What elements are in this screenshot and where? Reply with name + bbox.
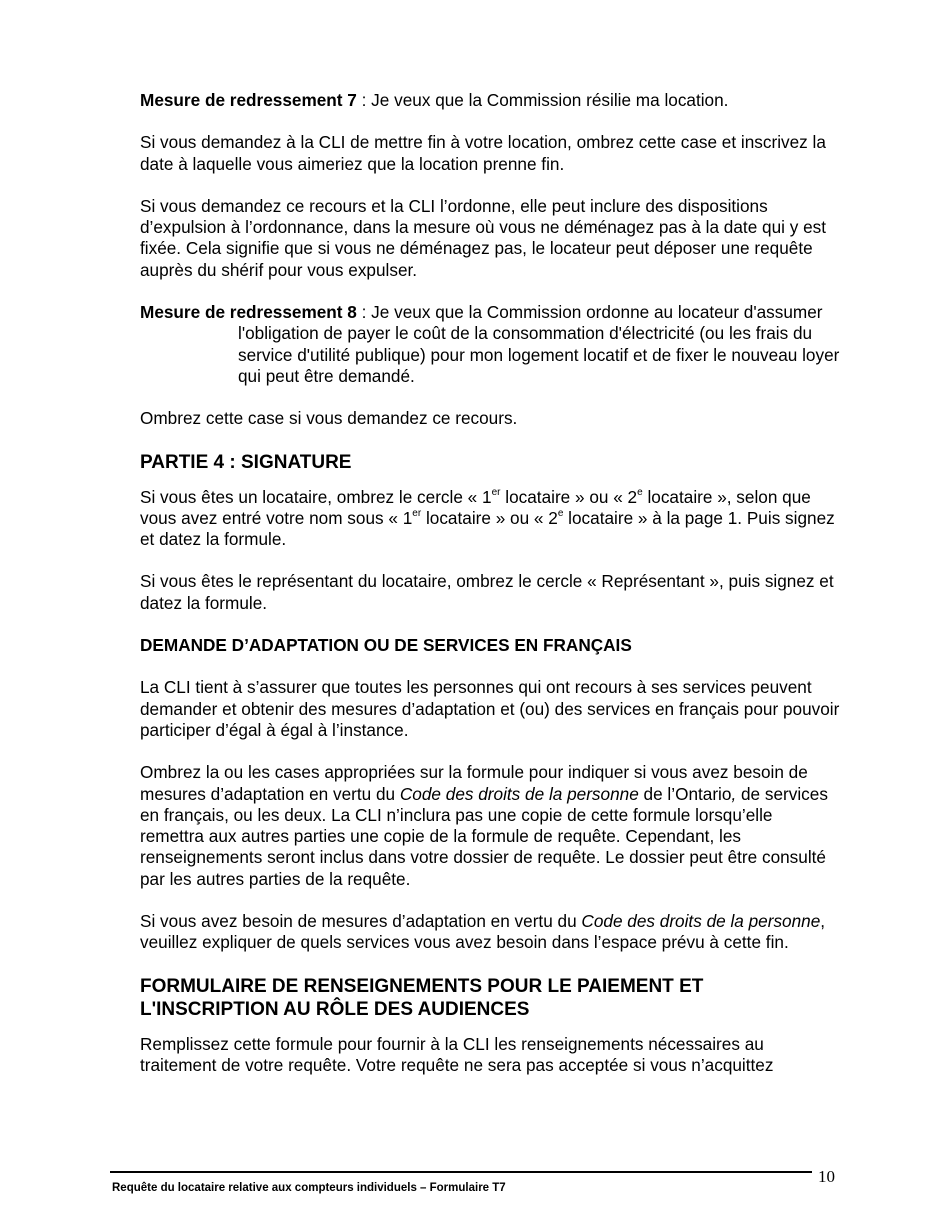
- paragraph-signature-representant: Si vous êtes le représentant du locataire, ombrez le cercle « Représentant », puis signez et datez la formule.: [140, 571, 834, 613]
- code-droits-personne: Code des droits de la personne: [399, 783, 639, 804]
- code-droits-personne: Code des droits de la personne: [581, 911, 821, 932]
- footer-title: Requête du locataire relative aux compteurs individuels – Formulaire T7: [112, 1182, 506, 1194]
- mesure-7-text: : Je veux que la Commission résilie ma location.: [356, 90, 729, 110]
- page-content: [140, 90, 840, 1076]
- paragraph-adaptation-intro: La CLI tient à s’assurer que toutes les personnes qui ont recours à ses services peuvent demander et obtenir des mesures d’adaptation et (ou) des services en français pour pouvoir participer d’égal à égal à l’instance.: [140, 677, 840, 740]
- heading-adaptation: DEMANDE D’ADAPTATION OU DE SERVICES EN FRANÇAIS: [140, 635, 632, 656]
- paragraph-adaptation-cases: Ombrez la ou les cases appropriées sur la formule pour indiquer si vous avez besoin de mesures d’adaptation en vertu du Code des droits de la personne de l’Ontario, de services en français, ou les deux. La CLI n’inclura pas une copie de cette formule lorsqu’elle remettra aux autres parties une copie de la formule de requête. Cependant, les renseignements seront inclus dans votre dossier de requête. Le dossier peut être consulté par les autres parties de la requête.: [140, 762, 828, 889]
- footer-rule: [110, 1171, 812, 1173]
- mesure-8-label: Mesure de redressement 8: [140, 302, 357, 323]
- paragraph-formulaire: Remplissez cette formule pour fournir à la CLI les renseignements nécessaires au traitement de votre requête. Votre requête ne sera pas acceptée si vous n’acquittez: [140, 1033, 774, 1075]
- paragraph-adaptation-espace: Si vous avez besoin de mesures d’adaptation en vertu du Code des droits de la personne, veuillez expliquer de quels services vous avez besoin dans l’espace prévu à cette fin.: [140, 911, 826, 953]
- heading-formulaire: FORMULAIRE DE RENSEIGNEMENTS POUR LE PAIEMENT ET L'INSCRIPTION AU RÔLE DES AUDIENCES: [140, 975, 704, 1020]
- mesure-8-text: : Je veux que la Commission ordonne au locateur d'assumer l'obligation de payer le coût de la consommation d'électricité (ou les frais du service d'utilité publique) pour mon logement locatif et de fixer le nouveau loyer qui peut être demandé.: [238, 302, 840, 386]
- paragraph-expulsion: Si vous demandez ce recours et la CLI l’ordonne, elle peut inclure des dispositions d’expulsion à l’ordonnance, dans la mesure où vous ne déménagez pas à la date qui y est fixée. Cela signifie que si vous ne déménagez pas, le locateur peut déposer une requête auprès du shérif pour vous expulser.: [140, 195, 827, 280]
- mesure-7: [140, 90, 840, 111]
- heading-partie-4: PARTIE 4 : SIGNATURE: [140, 451, 352, 473]
- page-number: 10: [818, 1167, 835, 1186]
- paragraph-signature-locataire: Si vous êtes un locataire, ombrez le cercle « 1er locataire » ou « 2e locataire », selon que vous avez entré votre nom sous « 1er locataire » ou « 2e locataire » à la page 1. Puis signez et datez la formule.: [140, 486, 835, 550]
- paragraph-ombrez-case: Ombrez cette case si vous demandez ce recours.: [140, 408, 518, 429]
- mesure-7-label: Mesure de redressement 7: [140, 90, 357, 110]
- mesure-8: [140, 302, 840, 387]
- paragraph-fin-location: Si vous demandez à la CLI de mettre fin à votre location, ombrez cette case et inscrivez la date à laquelle vous aimeriez que la location prenne fin.: [140, 132, 826, 174]
